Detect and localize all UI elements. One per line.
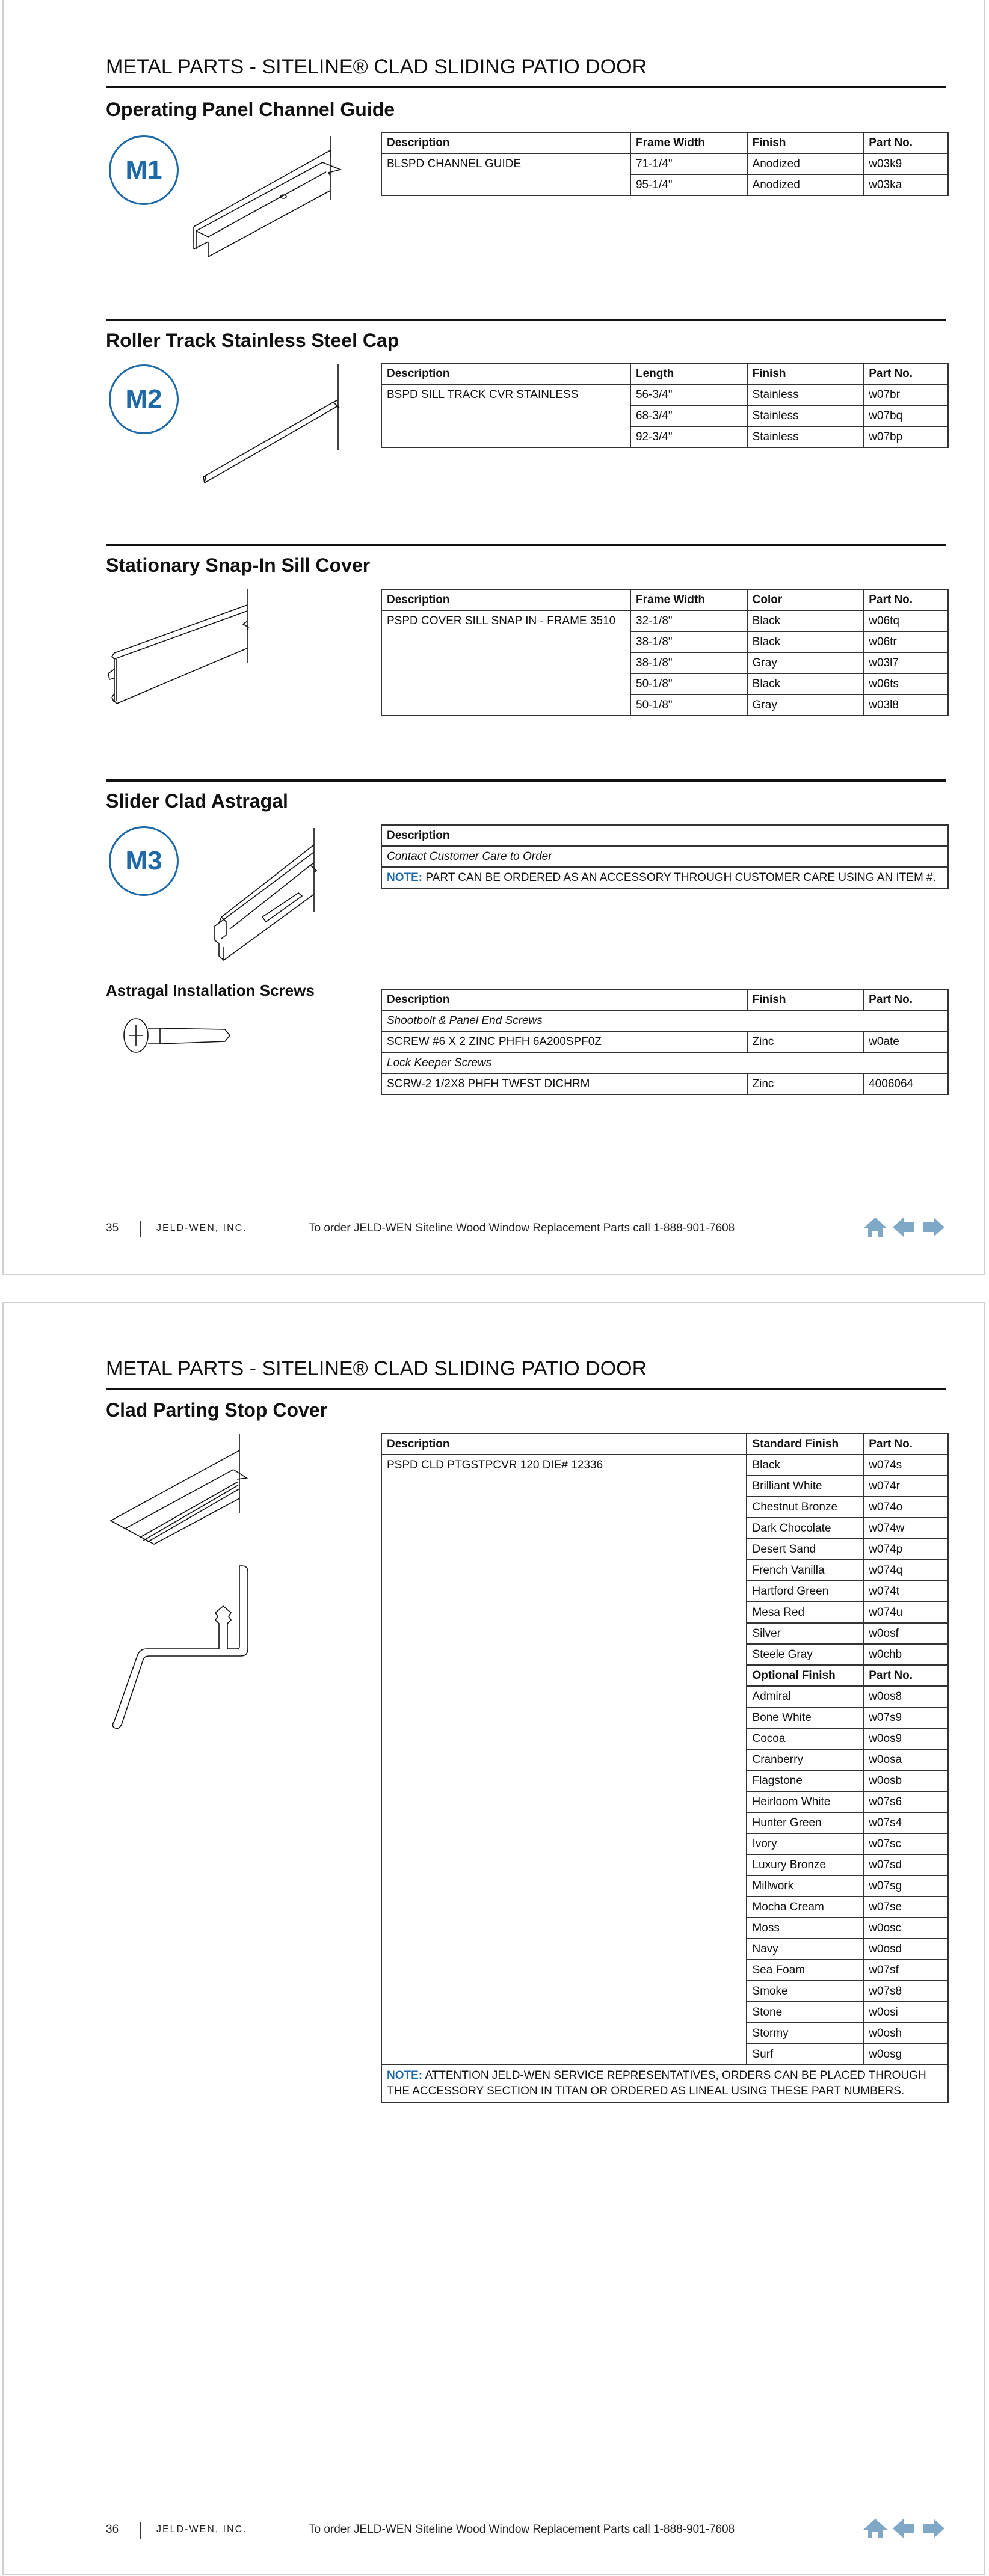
finish-cell: Mesa Red — [747, 1602, 863, 1623]
part-number-cell: w0osc — [863, 1918, 948, 1939]
section-rule — [106, 779, 946, 782]
page-36 — [2, 1302, 985, 2575]
part-number-cell: w0osh — [863, 2023, 948, 2044]
table-row — [381, 384, 948, 405]
previous-page-icon[interactable] — [892, 2518, 917, 2539]
finish-cell: Desert Sand — [747, 1539, 863, 1560]
part-number-cell: w0osa — [863, 1749, 948, 1770]
part-number-cell: w03l8 — [863, 695, 948, 716]
part-number-cell: w074w — [863, 1518, 948, 1539]
color-cell: Black — [747, 631, 864, 652]
page-number: 36 — [106, 2523, 119, 2536]
finish-cell: Navy — [747, 1939, 863, 1960]
col-part-no: Part No. — [863, 589, 948, 610]
part-number-cell: w07s9 — [863, 1707, 948, 1728]
table-row — [381, 1031, 948, 1052]
part-number-cell: w0osg — [863, 2044, 948, 2065]
col-frame-width: Frame Width — [630, 132, 747, 153]
part-number-cell: w074u — [863, 1602, 948, 1623]
col-part-no: Part No. — [863, 1665, 948, 1686]
table-row — [381, 1073, 948, 1094]
astragal-illustration — [184, 827, 322, 959]
sill-cover-illustration — [106, 588, 256, 708]
size-cell: 38-1/8" — [630, 652, 747, 673]
finish-cell: Brilliant White — [747, 1476, 863, 1497]
page-title: METAL PARTS - SITELINE® CLAD SLIDING PATIO DOOR — [106, 1357, 647, 1380]
part-number-cell: w074r — [863, 1476, 948, 1497]
size-cell: 92-3/4" — [630, 426, 747, 447]
col-finish: Finish — [747, 989, 864, 1010]
col-finish: Finish — [747, 363, 864, 384]
finish-cell: Zinc — [747, 1073, 864, 1094]
size-cell: 50-1/8" — [630, 695, 747, 716]
part-number-cell: 4006064 — [863, 1073, 948, 1094]
finish-cell: Stainless — [747, 384, 864, 405]
description-cell: BSPD SILL TRACK CVR STAINLESS — [381, 384, 630, 447]
part-number-cell: w074o — [863, 1497, 948, 1518]
part-number-cell: w0chb — [863, 1644, 948, 1665]
part-number-cell: w07sg — [863, 1875, 948, 1897]
col-part-no: Part No. — [863, 132, 948, 153]
roller-track-cap-illustration — [196, 363, 353, 489]
col-part-no: Part No. — [863, 989, 948, 1010]
part-number-cell: w07sf — [863, 1960, 948, 1981]
installation-screws-table — [381, 989, 949, 1095]
finish-cell: Anodized — [747, 153, 864, 174]
part-number-cell: w06tq — [863, 610, 948, 631]
part-number-cell: w03l7 — [863, 652, 948, 673]
color-cell: Black — [747, 673, 864, 695]
note-label: NOTE: — [387, 2069, 423, 2082]
roller-track-cap-table — [381, 363, 949, 448]
part-number-cell: w074q — [863, 1560, 948, 1581]
size-cell: 32-1/8" — [630, 610, 747, 631]
part-number-cell: w07bq — [863, 405, 948, 426]
next-page-icon[interactable] — [920, 2518, 946, 2539]
col-description: Description — [381, 132, 630, 153]
page-35 — [2, 0, 985, 1275]
col-standard-finish: Standard Finish — [747, 1434, 863, 1455]
size-cell: 71-1/4" — [630, 153, 747, 174]
company-name: JELD-WEN, INC. — [156, 2524, 247, 2535]
home-icon[interactable] — [863, 2518, 888, 2539]
group-label: Shootbolt & Panel End Screws — [381, 1010, 948, 1031]
finish-cell: Steele Gray — [747, 1644, 863, 1665]
previous-page-icon[interactable] — [892, 1216, 917, 1238]
col-description: Description — [381, 363, 630, 384]
badge-m1: M1 — [109, 135, 179, 205]
size-cell: 56-3/4" — [630, 384, 747, 405]
part-number-cell: w0osb — [863, 1770, 948, 1791]
company-name: JELD-WEN, INC. — [156, 1223, 247, 1233]
description-cell: PSPD CLD PTGSTPCVR 120 DIE# 12336 — [381, 1455, 747, 2065]
description-cell: BLSPD CHANNEL GUIDE — [381, 153, 630, 195]
col-description: Description — [381, 1434, 747, 1455]
col-frame-width: Frame Width — [630, 589, 747, 610]
part-number-cell: w06tr — [863, 631, 948, 652]
finish-cell: Mocha Cream — [747, 1897, 863, 1918]
col-part-no: Part No. — [863, 1434, 948, 1455]
note-text: ATTENTION JELD-WEN SERVICE REPRESENTATIVES, ORDERS CAN BE PLACED THROUGH THE ACCESSORY SECTION IN TITAN OR ORDERED AS LINEAL USING THESE PART NUMBERS. — [387, 2069, 926, 2097]
part-number-cell: w0os8 — [863, 1686, 948, 1707]
finish-cell: Silver — [747, 1623, 863, 1644]
sill-cover-table — [381, 589, 949, 716]
finish-cell: Admiral — [747, 1686, 863, 1707]
finish-cell: Heirloom White — [747, 1791, 863, 1812]
description-cell: SCREW #6 X 2 ZINC PHFH 6A200SPF0Z — [381, 1031, 747, 1052]
title-rule — [106, 86, 946, 88]
contact-customer-care-text: Contact Customer Care to Order — [381, 846, 948, 867]
table-row — [381, 1455, 948, 1476]
note-text: PART CAN BE ORDERED AS AN ACCESSORY THROUGH CUSTOMER CARE USING AN ITEM #. — [422, 871, 936, 884]
finish-cell: Zinc — [747, 1031, 864, 1052]
col-length: Length — [630, 363, 747, 384]
finish-cell: French Vanilla — [747, 1560, 863, 1581]
part-number-cell: w074t — [863, 1581, 948, 1602]
finish-cell: Hartford Green — [747, 1581, 863, 1602]
part-number-cell: w03ka — [863, 174, 948, 195]
col-finish: Finish — [747, 132, 864, 153]
size-cell: 38-1/8" — [630, 631, 747, 652]
part-number-cell: w07sc — [863, 1833, 948, 1854]
astragal-note — [381, 867, 948, 888]
table-row — [381, 610, 948, 631]
finish-cell: Luxury Bronze — [747, 1854, 863, 1875]
color-cell: Gray — [747, 652, 864, 673]
group-label: Lock Keeper Screws — [381, 1052, 948, 1073]
color-cell: Gray — [747, 695, 864, 716]
channel-guide-table — [381, 132, 949, 196]
page-navigation — [863, 1216, 946, 1238]
badge-m2: M2 — [109, 364, 179, 434]
finish-cell: Smoke — [747, 1981, 863, 2002]
part-number-cell: w07sd — [863, 1854, 948, 1875]
parting-stop-cover-illustration — [106, 1432, 262, 1751]
home-icon[interactable] — [863, 1216, 888, 1238]
finish-cell: Bone White — [747, 1707, 863, 1728]
finish-cell: Moss — [747, 1918, 863, 1939]
description-cell: SCRW-2 1/2X8 PHFH TWFST DICHRM — [381, 1073, 747, 1094]
part-number-cell: w074s — [863, 1455, 948, 1476]
finish-cell: Hunter Green — [747, 1812, 863, 1833]
part-number-cell: w03k9 — [863, 153, 948, 174]
section-title-sill-cover: Stationary Snap-In Sill Cover — [106, 554, 371, 576]
finish-cell: Stone — [747, 2002, 863, 2023]
screw-illustration — [124, 1017, 232, 1053]
finish-cell: Stainless — [747, 426, 864, 447]
size-cell: 95-1/4" — [630, 174, 747, 195]
part-number-cell: w07bp — [863, 426, 948, 447]
parting-stop-note — [381, 2065, 948, 2102]
section-rule — [106, 544, 946, 546]
finish-cell: Ivory — [747, 1833, 863, 1854]
part-number-cell: w07s6 — [863, 1791, 948, 1812]
parting-stop-cover-table — [381, 1433, 949, 2103]
order-info: To order JELD-WEN Siteline Wood Window Replacement Parts call 1-888-901-7608 — [309, 1222, 735, 1234]
part-number-cell: w0ate — [863, 1031, 948, 1052]
size-cell: 50-1/8" — [630, 673, 747, 695]
page-number: 35 — [106, 1222, 119, 1234]
size-cell: 68-3/4" — [630, 405, 747, 426]
section-title-parting-stop-cover: Clad Parting Stop Cover — [106, 1399, 328, 1421]
col-description: Description — [381, 825, 948, 846]
part-number-cell: w0osf — [863, 1623, 948, 1644]
col-description: Description — [381, 589, 630, 610]
finish-cell: Sea Foam — [747, 1960, 863, 1981]
channel-guide-illustration — [184, 133, 353, 254]
part-number-cell: w07se — [863, 1897, 948, 1918]
finish-cell: Cocoa — [747, 1728, 863, 1749]
col-optional-finish: Optional Finish — [747, 1665, 863, 1686]
finish-cell: Anodized — [747, 174, 864, 195]
table-row — [381, 153, 948, 174]
section-rule — [106, 319, 946, 321]
part-number-cell: w0os9 — [863, 1728, 948, 1749]
col-part-no: Part No. — [863, 363, 948, 384]
finish-cell: Flagstone — [747, 1770, 863, 1791]
part-number-cell: w0osd — [863, 1939, 948, 1960]
finish-cell: Stainless — [747, 405, 864, 426]
footer-separator — [140, 2522, 141, 2539]
part-number-cell: w07br — [863, 384, 948, 405]
note-label: NOTE: — [387, 871, 423, 884]
finish-cell: Chestnut Bronze — [747, 1497, 863, 1518]
badge-m3: M3 — [109, 826, 179, 896]
page-navigation — [863, 2518, 946, 2539]
order-info: To order JELD-WEN Siteline Wood Window Replacement Parts call 1-888-901-7608 — [309, 2523, 735, 2536]
part-number-cell: w07s4 — [863, 1812, 948, 1833]
page-title: METAL PARTS - SITELINE® CLAD SLIDING PATIO DOOR — [106, 55, 647, 78]
finish-cell: Stormy — [747, 2023, 863, 2044]
part-number-cell: w06ts — [863, 673, 948, 695]
part-number-cell: w07s8 — [863, 1981, 948, 2002]
astragal-table — [381, 824, 949, 889]
finish-cell: Cranberry — [747, 1749, 863, 1770]
col-color: Color — [747, 589, 864, 610]
col-description: Description — [381, 989, 747, 1010]
title-rule — [106, 1388, 946, 1390]
finish-cell: Dark Chocolate — [747, 1518, 863, 1539]
section-title-roller-track-cap: Roller Track Stainless Steel Cap — [106, 330, 399, 351]
color-cell: Black — [747, 610, 864, 631]
section-title-installation-screws: Astragal Installation Screws — [106, 981, 315, 999]
section-title-astragal: Slider Clad Astragal — [106, 790, 288, 812]
footer-separator — [140, 1221, 141, 1237]
finish-cell: Black — [747, 1455, 863, 1476]
part-number-cell: w0osi — [863, 2002, 948, 2023]
part-number-cell: w074p — [863, 1539, 948, 1560]
description-cell: PSPD COVER SILL SNAP IN - FRAME 3510 — [381, 610, 630, 716]
next-page-icon[interactable] — [920, 1216, 946, 1238]
section-title-channel-guide: Operating Panel Channel Guide — [106, 99, 395, 120]
finish-cell: Millwork — [747, 1875, 863, 1897]
finish-cell: Surf — [747, 2044, 863, 2065]
